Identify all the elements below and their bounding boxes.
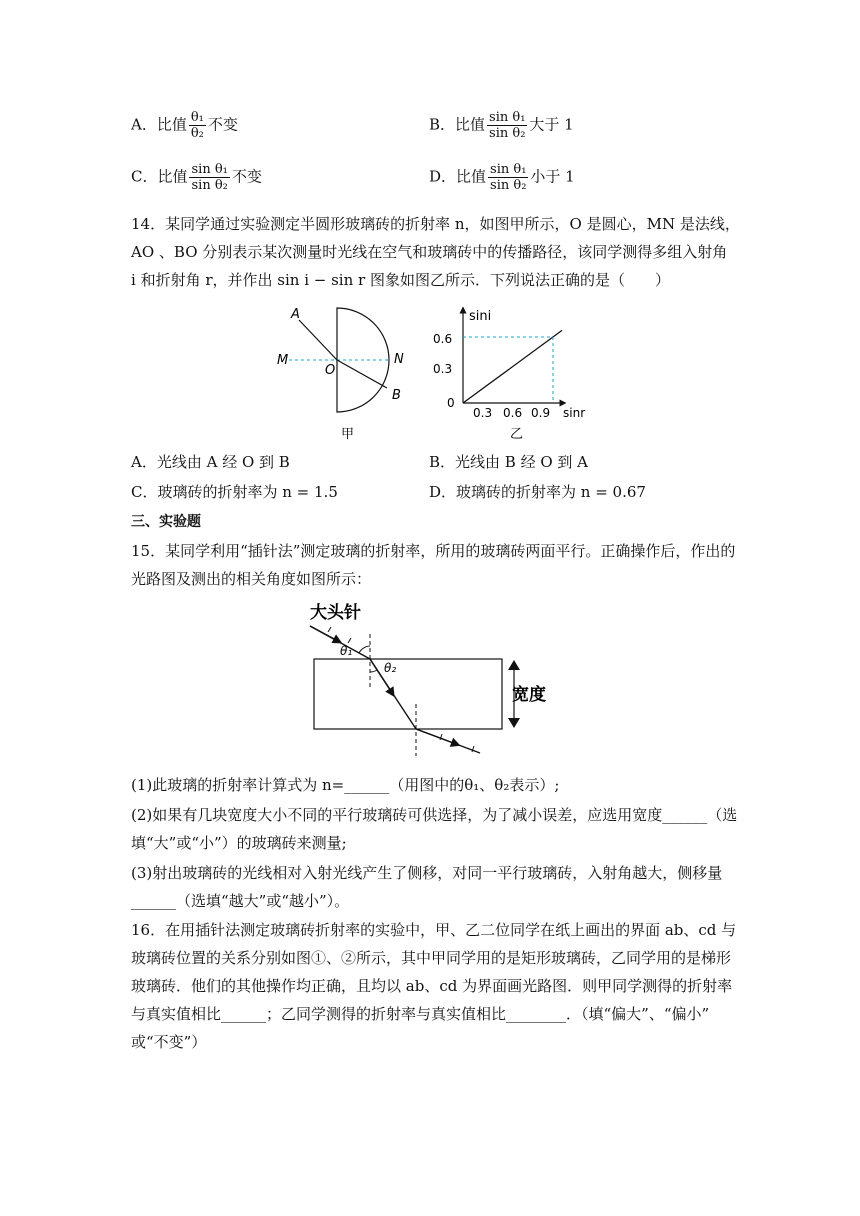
y-tick-label: 0 [447, 396, 455, 410]
fraction [189, 162, 229, 193]
angle-arc-theta1 [359, 646, 370, 653]
q14-line-2: AO 、BO 分别表示某次测量时光线在空气和玻璃砖中的传播路径，该同学测得多组入射角 [131, 243, 728, 261]
ray-ao [299, 320, 337, 360]
label-o: O [325, 363, 336, 378]
ray-ob [337, 360, 387, 388]
glass-slab [314, 659, 502, 729]
denominator: sin θ₂ [489, 126, 526, 141]
width-label: 宽度 [512, 685, 546, 705]
q15-sub-3b: ______（选填“越大”或“越小”）。 [131, 892, 350, 910]
option-tail: 不变 [207, 115, 238, 134]
q15-line-2: 光路图及测出的相关角度如图所示： [131, 570, 372, 588]
option-tail: 大于 1 [529, 115, 574, 134]
figure-q15 [300, 596, 560, 771]
pin-mark [328, 627, 331, 632]
q15-line-1: 15．某同学利用“插针法”测定玻璃的折射率，所用的玻璃砖两面平行。正确操作后，作出的 [131, 542, 736, 560]
q14-option-a: A．光线由 A 经 O 到 B [131, 453, 290, 471]
caption-jia: 甲 [341, 427, 355, 442]
fraction [488, 162, 528, 193]
angle-arc-theta2 [370, 670, 377, 672]
y-tick-label: 0.6 [433, 332, 453, 346]
numerator: θ₁ [190, 110, 204, 125]
option-label: D．比值 [429, 167, 487, 186]
denominator: sin θ₂ [490, 178, 527, 193]
q16-line-1: 16．在用插针法测定玻璃砖折射率的实验中，甲、乙二位同学在纸上画出的界面 ab、cd 与 [131, 921, 737, 939]
q14-option-c: C．玻璃砖的折射率为 n = 1.5 [131, 483, 338, 501]
q14-line-3: i 和折射角 r，并作出 sin i − sin r 图象如图乙所示．下列说法正确的是（ ） [131, 271, 670, 289]
option-label: A．比值 [131, 115, 187, 134]
theta2-label: θ₂ [384, 661, 397, 675]
label-b: B [392, 388, 401, 403]
figure-jia [275, 300, 415, 445]
q15-sub-1: (1)此玻璃的折射率计算式为 n=______（用图中的θ₁、θ₂表示）; [131, 776, 560, 794]
q15-sub-2a: (2)如果有几块宽度大小不同的平行玻璃砖可供选择，为了减小误差，应选用宽度______（选 [131, 806, 738, 824]
denominator: θ₂ [190, 126, 204, 141]
width-arrow-top [508, 660, 520, 670]
x-tick-label: 0.6 [503, 406, 523, 420]
pin-label: 大头针 [310, 603, 361, 623]
theta1-label: θ₁ [340, 644, 353, 658]
denominator: sin θ₂ [191, 178, 228, 193]
fraction [487, 110, 527, 141]
option-label: C．比值 [131, 167, 188, 186]
numerator: sin θ₁ [490, 162, 527, 177]
q13-option-a [131, 110, 238, 141]
q16-line-2: 玻璃砖位置的关系分别如图①、②所示，其中甲同学用的是矩形玻璃砖，乙同学用的是梯形 [131, 949, 732, 967]
label-m: M [277, 353, 289, 368]
incident-arrow [310, 626, 338, 641]
x-tick-label: 0.9 [531, 406, 551, 420]
fraction [189, 110, 206, 141]
q14-line-1: 14．某同学通过实验测定半圆形玻璃砖的折射率 n，如图甲所示，O 是圆心，MN 是法线， [131, 215, 740, 233]
q13-option-b [429, 110, 574, 141]
emergent-arrow [416, 729, 456, 744]
data-line [463, 330, 562, 403]
q16-line-5: 或“不变”） [131, 1033, 207, 1051]
label-a: A [291, 307, 300, 322]
numerator: sin θ₁ [191, 162, 228, 177]
y-axis-label: sini [469, 309, 492, 324]
caption-yi: 乙 [510, 427, 524, 442]
numerator: sin θ₁ [489, 110, 526, 125]
x-tick-label: 0.3 [473, 406, 493, 420]
option-label: B．比值 [429, 115, 486, 134]
pin-mark [348, 638, 351, 643]
y-tick-label: 0.3 [433, 362, 453, 376]
option-tail: 不变 [231, 167, 262, 186]
section-title: 三、实验题 [131, 514, 201, 530]
q14-option-d: D．玻璃砖的折射率为 n = 0.67 [429, 483, 646, 501]
figure-yi-chart [425, 300, 595, 445]
q13-option-d [429, 162, 575, 193]
width-arrow-bottom [508, 718, 520, 728]
x-axis-label: sinr [563, 406, 586, 420]
q16-line-3: 玻璃砖．他们的其他操作均正确，且均以 ab、cd 为界面画光路图．则甲同学测得的折射率 [131, 977, 733, 995]
q14-option-b: B．光线由 B 经 O 到 A [429, 453, 589, 471]
option-tail: 小于 1 [530, 167, 575, 186]
label-n: N [394, 352, 404, 367]
q15-sub-3a: (3)射出玻璃砖的光线相对入射光线产生了侧移，对同一平行玻璃砖，入射角越大，侧移量 [131, 864, 723, 882]
q15-sub-2b: 填“大”或“小”）的玻璃砖来测量; [131, 834, 347, 852]
q13-option-c [131, 162, 262, 193]
q16-line-4: 与真实值相比______；乙同学测得的折射率与真实值相比________．（填“偏大”、“偏小” [131, 1005, 710, 1023]
